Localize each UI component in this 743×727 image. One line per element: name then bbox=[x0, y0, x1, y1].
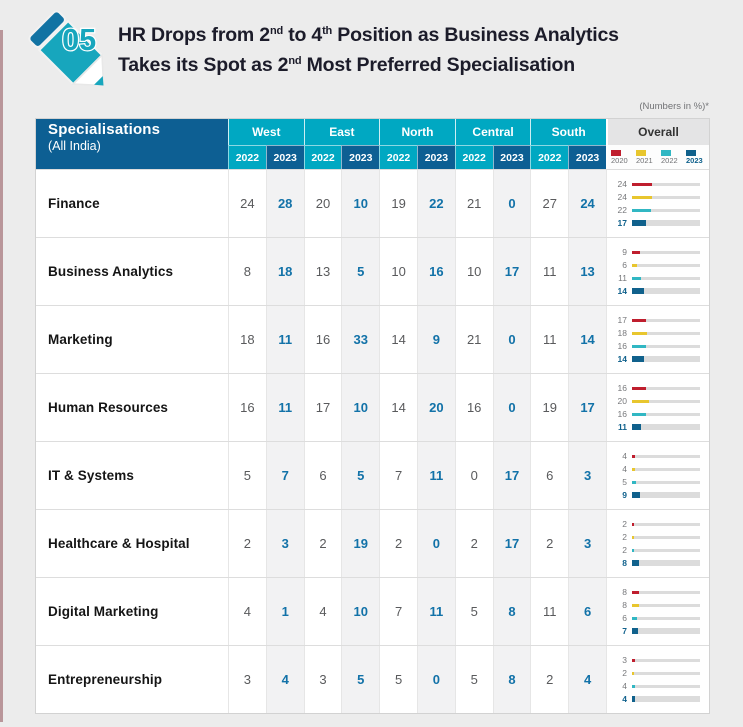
overall-chart bbox=[606, 510, 709, 577]
overall-bar-fill bbox=[632, 196, 652, 199]
value-east-2022: 3 bbox=[304, 646, 342, 713]
row-label: Entrepreneurship bbox=[48, 672, 163, 687]
overall-bar-value: 11 bbox=[617, 421, 627, 432]
value-east-2023: 5 bbox=[341, 442, 379, 509]
overall-bar-value: 24 bbox=[617, 178, 627, 189]
value-south-2022: 19 bbox=[530, 374, 568, 441]
value-south-2023: 14 bbox=[568, 306, 606, 373]
value-north-2022: 19 bbox=[379, 170, 417, 237]
overall-bar-fill bbox=[632, 209, 651, 212]
table-row bbox=[36, 577, 709, 645]
overall-bar-row bbox=[612, 465, 700, 474]
overall-bar-row bbox=[612, 695, 700, 704]
overall-bar-fill bbox=[632, 659, 635, 662]
row-label: Finance bbox=[48, 196, 100, 211]
value-east-2022: 2 bbox=[304, 510, 342, 577]
overall-bar-fill bbox=[632, 345, 646, 348]
overall-bar-track bbox=[632, 387, 700, 390]
overall-bar-track bbox=[632, 319, 700, 322]
overall-bar-track bbox=[632, 560, 700, 566]
title-text: Position as Business Analytics bbox=[332, 24, 619, 46]
overall-bar-value: 5 bbox=[622, 476, 627, 487]
overall-bar-fill bbox=[632, 277, 641, 280]
overall-bar-row bbox=[612, 180, 700, 189]
overall-bar-row bbox=[612, 248, 700, 257]
row-label: Human Resources bbox=[48, 400, 169, 415]
value-south-2023: 17 bbox=[568, 374, 606, 441]
overall-bar-track bbox=[632, 481, 700, 484]
overall-bar-track bbox=[632, 332, 700, 335]
overall-bar-row bbox=[612, 423, 700, 432]
value-north-2023: 0 bbox=[417, 510, 455, 577]
value-east-2022: 4 bbox=[304, 578, 342, 645]
overall-bar-value: 6 bbox=[622, 612, 627, 623]
value-west-2023: 1 bbox=[266, 578, 304, 645]
overall-bar-value: 2 bbox=[622, 544, 627, 555]
table-row bbox=[36, 645, 709, 713]
value-east-2022: 13 bbox=[304, 238, 342, 305]
overall-bar-row bbox=[612, 601, 700, 610]
overall-bar-track bbox=[632, 696, 700, 702]
value-south-2022: 2 bbox=[530, 510, 568, 577]
overall-bar-row bbox=[612, 669, 700, 678]
value-north-2022: 7 bbox=[379, 578, 417, 645]
overall-bar-fill bbox=[632, 628, 638, 634]
legend-item-2020 bbox=[611, 150, 631, 165]
overall-bar-track bbox=[632, 400, 700, 403]
value-central-2022: 5 bbox=[455, 578, 493, 645]
table-body bbox=[36, 169, 709, 713]
overall-bar-track bbox=[632, 413, 700, 416]
value-central-2023: 17 bbox=[493, 238, 531, 305]
legend-item-2022 bbox=[661, 150, 681, 165]
value-south-2022: 6 bbox=[530, 442, 568, 509]
overall-bar-track bbox=[632, 345, 700, 348]
value-north-2022: 2 bbox=[379, 510, 417, 577]
value-east-2023: 33 bbox=[341, 306, 379, 373]
overall-bar-value: 7 bbox=[622, 625, 627, 636]
title-superscript: nd bbox=[269, 25, 283, 37]
overall-bar-value: 18 bbox=[617, 327, 627, 338]
overall-bar-track bbox=[632, 288, 700, 294]
year-header-north-2022: 2022 bbox=[379, 145, 417, 169]
overall-bar-row bbox=[612, 316, 700, 325]
overall-bar-row bbox=[612, 287, 700, 296]
overall-bar-track bbox=[632, 455, 700, 458]
year-header-north-2023: 2023 bbox=[417, 145, 455, 169]
overall-bar-row bbox=[612, 193, 700, 202]
row-label: Healthcare & Hospital bbox=[48, 536, 190, 551]
overall-bar-track bbox=[632, 672, 700, 675]
overall-bar-value: 17 bbox=[617, 217, 627, 228]
badge-number: 05 bbox=[62, 22, 97, 57]
overall-bar-track bbox=[632, 209, 700, 212]
overall-bar-value: 14 bbox=[617, 353, 627, 364]
overall-bar-fill bbox=[632, 536, 634, 539]
overall-bar-value: 4 bbox=[622, 463, 627, 474]
overall-bar-track bbox=[632, 220, 700, 226]
overall-bar-fill bbox=[632, 356, 644, 362]
value-north-2023: 20 bbox=[417, 374, 455, 441]
value-west-2022: 16 bbox=[228, 374, 266, 441]
overall-bar-track bbox=[632, 659, 700, 662]
overall-bar-value: 11 bbox=[618, 272, 627, 283]
value-east-2023: 10 bbox=[341, 578, 379, 645]
overall-bar-fill bbox=[632, 617, 637, 620]
overall-bar-track bbox=[632, 277, 700, 280]
title-text: HR Drops from 2 bbox=[118, 24, 270, 46]
legend-year: 2022 bbox=[660, 155, 678, 165]
value-south-2023: 6 bbox=[568, 578, 606, 645]
value-west-2023: 11 bbox=[266, 374, 304, 441]
value-north-2022: 14 bbox=[379, 306, 417, 373]
title-superscript: nd bbox=[288, 55, 302, 67]
value-north-2023: 22 bbox=[417, 170, 455, 237]
overall-bar-fill bbox=[632, 264, 637, 267]
legend-item-2023 bbox=[686, 150, 706, 165]
year-header-south-2023: 2023 bbox=[568, 145, 606, 169]
value-central-2023: 17 bbox=[493, 442, 531, 509]
overall-bar-row bbox=[612, 520, 700, 529]
overall-bar-value: 14 bbox=[617, 285, 627, 296]
overall-bar-row bbox=[612, 410, 700, 419]
overall-bar-row bbox=[612, 627, 700, 636]
value-north-2023: 11 bbox=[417, 578, 455, 645]
value-east-2022: 6 bbox=[304, 442, 342, 509]
value-west-2022: 3 bbox=[228, 646, 266, 713]
numbers-note: (Numbers in %)* bbox=[639, 101, 709, 112]
value-east-2022: 16 bbox=[304, 306, 342, 373]
value-north-2022: 7 bbox=[379, 442, 417, 509]
overall-bar-value: 4 bbox=[622, 450, 627, 461]
overall-bar-row bbox=[612, 491, 700, 500]
overall-bar-row bbox=[612, 397, 700, 406]
region-header-north: North bbox=[379, 119, 455, 145]
table-row bbox=[36, 305, 709, 373]
overall-bar-value: 9 bbox=[622, 489, 627, 500]
legend-swatch bbox=[636, 150, 646, 156]
overall-bar-track bbox=[632, 356, 700, 362]
overall-legend bbox=[606, 145, 709, 169]
pencil-badge-icon bbox=[28, 4, 114, 102]
value-south-2022: 11 bbox=[530, 238, 568, 305]
overall-bar-row bbox=[612, 355, 700, 364]
row-label: Digital Marketing bbox=[48, 604, 159, 619]
overall-bar-fill bbox=[632, 604, 639, 607]
value-central-2022: 0 bbox=[455, 442, 493, 509]
value-south-2023: 4 bbox=[568, 646, 606, 713]
overall-bar-fill bbox=[632, 288, 644, 294]
value-west-2022: 24 bbox=[228, 170, 266, 237]
overall-bar-fill bbox=[632, 220, 646, 226]
legend-item-2021 bbox=[636, 150, 656, 165]
value-west-2022: 18 bbox=[228, 306, 266, 373]
overall-bar-fill bbox=[632, 685, 635, 688]
value-central-2023: 0 bbox=[493, 374, 531, 441]
value-west-2022: 8 bbox=[228, 238, 266, 305]
overall-bar-value: 3 bbox=[622, 654, 627, 665]
region-header-south: South bbox=[530, 119, 606, 145]
overall-bar-track bbox=[632, 536, 700, 539]
overall-bar-value: 20 bbox=[617, 395, 627, 406]
overall-bar-value: 4 bbox=[622, 693, 627, 704]
legend-swatch bbox=[611, 150, 621, 156]
overall-bar-value: 17 bbox=[617, 314, 627, 325]
value-west-2023: 7 bbox=[266, 442, 304, 509]
title-text: Takes its Spot as 2 bbox=[118, 54, 289, 76]
overall-bar-value: 16 bbox=[617, 340, 627, 351]
value-central-2022: 10 bbox=[455, 238, 493, 305]
overall-bar-row bbox=[612, 533, 700, 542]
year-header-west-2023: 2023 bbox=[266, 145, 304, 169]
legend-year: 2023 bbox=[685, 155, 703, 165]
value-south-2022: 2 bbox=[530, 646, 568, 713]
overall-bar-fill bbox=[632, 560, 639, 566]
row-label: Marketing bbox=[48, 332, 113, 347]
legend-swatch bbox=[661, 150, 671, 156]
table-row bbox=[36, 373, 709, 441]
overall-bar-row bbox=[612, 656, 700, 665]
value-west-2023: 18 bbox=[266, 238, 304, 305]
value-east-2022: 17 bbox=[304, 374, 342, 441]
overall-bar-value: 4 bbox=[622, 680, 627, 691]
overall-bar-row bbox=[612, 682, 700, 691]
value-south-2022: 11 bbox=[530, 306, 568, 373]
overall-bar-fill bbox=[632, 696, 635, 702]
value-central-2022: 5 bbox=[455, 646, 493, 713]
year-header-central-2023: 2023 bbox=[493, 145, 531, 169]
table-row bbox=[36, 441, 709, 509]
overall-bar-track bbox=[632, 628, 700, 634]
overall-bar-row bbox=[612, 614, 700, 623]
value-west-2023: 28 bbox=[266, 170, 304, 237]
overall-bar-fill bbox=[632, 523, 634, 526]
overall-bar-value: 16 bbox=[617, 408, 627, 419]
year-header-south-2022: 2022 bbox=[530, 145, 568, 169]
overall-bar-fill bbox=[632, 481, 636, 484]
value-north-2022: 14 bbox=[379, 374, 417, 441]
overall-bar-fill bbox=[632, 591, 639, 594]
overall-bar-row bbox=[612, 219, 700, 228]
overall-chart bbox=[606, 374, 709, 441]
overall-bar-row bbox=[612, 261, 700, 270]
overall-bar-row bbox=[612, 478, 700, 487]
spec-header-subtitle: (All India) bbox=[48, 139, 101, 153]
row-label: IT & Systems bbox=[48, 468, 134, 483]
value-central-2023: 8 bbox=[493, 578, 531, 645]
value-east-2023: 10 bbox=[341, 170, 379, 237]
specialisations-table bbox=[35, 118, 710, 714]
page-title bbox=[118, 22, 718, 82]
value-south-2023: 24 bbox=[568, 170, 606, 237]
value-east-2023: 5 bbox=[341, 238, 379, 305]
overall-bar-fill bbox=[632, 400, 649, 403]
year-header-east-2022: 2022 bbox=[304, 145, 342, 169]
overall-bar-value: 8 bbox=[622, 557, 627, 568]
value-east-2023: 10 bbox=[341, 374, 379, 441]
overall-bar-track bbox=[632, 604, 700, 607]
overall-bar-row bbox=[612, 342, 700, 351]
overall-bar-value: 24 bbox=[617, 191, 627, 202]
value-east-2023: 19 bbox=[341, 510, 379, 577]
region-header-west: West bbox=[228, 119, 304, 145]
value-central-2023: 0 bbox=[493, 170, 531, 237]
overall-bar-track bbox=[632, 685, 700, 688]
overall-bar-row bbox=[612, 546, 700, 555]
overall-bar-fill bbox=[632, 468, 635, 471]
value-north-2023: 11 bbox=[417, 442, 455, 509]
spec-header-title: Specialisations bbox=[48, 121, 161, 138]
overall-chart bbox=[606, 306, 709, 373]
overall-chart bbox=[606, 238, 709, 305]
value-south-2023: 13 bbox=[568, 238, 606, 305]
overall-bar-fill bbox=[632, 549, 634, 552]
year-header-east-2023: 2023 bbox=[341, 145, 379, 169]
overall-chart bbox=[606, 646, 709, 713]
overall-bar-track bbox=[632, 549, 700, 552]
page-edge-artifact bbox=[0, 30, 3, 722]
value-south-2022: 27 bbox=[530, 170, 568, 237]
legend-year: 2020 bbox=[610, 155, 628, 165]
title-line-2 bbox=[118, 52, 718, 82]
value-west-2022: 5 bbox=[228, 442, 266, 509]
overall-bar-row bbox=[612, 559, 700, 568]
value-south-2022: 11 bbox=[530, 578, 568, 645]
year-header-central-2022: 2022 bbox=[455, 145, 493, 169]
value-central-2022: 21 bbox=[455, 306, 493, 373]
overall-bar-row bbox=[612, 274, 700, 283]
value-west-2023: 4 bbox=[266, 646, 304, 713]
title-text: Most Preferred Specialisation bbox=[301, 54, 575, 76]
overall-bar-fill bbox=[632, 251, 640, 254]
overall-bar-track bbox=[632, 468, 700, 471]
table-header bbox=[36, 119, 709, 169]
overall-bar-fill bbox=[632, 319, 646, 322]
overall-bar-row bbox=[612, 206, 700, 215]
overall-bar-fill bbox=[632, 492, 640, 498]
value-north-2023: 0 bbox=[417, 646, 455, 713]
value-central-2023: 0 bbox=[493, 306, 531, 373]
overall-bar-row bbox=[612, 452, 700, 461]
overall-bar-value: 2 bbox=[622, 531, 627, 542]
value-east-2022: 20 bbox=[304, 170, 342, 237]
overall-bar-track bbox=[632, 251, 700, 254]
value-central-2023: 17 bbox=[493, 510, 531, 577]
overall-bar-value: 9 bbox=[622, 246, 627, 257]
overall-chart bbox=[606, 442, 709, 509]
overall-bar-track bbox=[632, 523, 700, 526]
value-east-2023: 5 bbox=[341, 646, 379, 713]
value-central-2022: 16 bbox=[455, 374, 493, 441]
legend-swatch bbox=[686, 150, 696, 156]
overall-header-cell: Overall bbox=[606, 119, 709, 145]
value-south-2023: 3 bbox=[568, 510, 606, 577]
region-header-east: East bbox=[304, 119, 380, 145]
overall-bar-value: 8 bbox=[622, 586, 627, 597]
overall-bar-track bbox=[632, 264, 700, 267]
value-south-2023: 3 bbox=[568, 442, 606, 509]
overall-bar-row bbox=[612, 329, 700, 338]
overall-bar-value: 6 bbox=[622, 259, 627, 270]
value-west-2023: 3 bbox=[266, 510, 304, 577]
overall-bar-row bbox=[612, 588, 700, 597]
title-superscript: th bbox=[322, 25, 333, 37]
overall-chart bbox=[606, 170, 709, 237]
overall-bar-value: 8 bbox=[622, 599, 627, 610]
value-west-2022: 4 bbox=[228, 578, 266, 645]
region-header-central: Central bbox=[455, 119, 531, 145]
overall-bar-fill bbox=[632, 332, 647, 335]
overall-bar-row bbox=[612, 384, 700, 393]
value-north-2022: 5 bbox=[379, 646, 417, 713]
overall-bar-value: 2 bbox=[622, 518, 627, 529]
legend-year: 2021 bbox=[635, 155, 653, 165]
overall-bar-fill bbox=[632, 455, 635, 458]
title-line-1 bbox=[118, 22, 718, 52]
table-row bbox=[36, 509, 709, 577]
title-text: to 4 bbox=[282, 24, 323, 46]
overall-bar-track bbox=[632, 492, 700, 498]
year-header-west-2022: 2022 bbox=[228, 145, 266, 169]
table-row bbox=[36, 169, 709, 237]
value-central-2022: 21 bbox=[455, 170, 493, 237]
overall-bar-track bbox=[632, 591, 700, 594]
overall-bar-track bbox=[632, 424, 700, 430]
row-label: Business Analytics bbox=[48, 264, 174, 279]
overall-bar-track bbox=[632, 196, 700, 199]
value-west-2022: 2 bbox=[228, 510, 266, 577]
value-north-2022: 10 bbox=[379, 238, 417, 305]
value-central-2023: 8 bbox=[493, 646, 531, 713]
value-north-2023: 9 bbox=[417, 306, 455, 373]
overall-bar-fill bbox=[632, 183, 652, 186]
overall-bar-value: 22 bbox=[617, 204, 627, 215]
overall-bar-fill bbox=[632, 424, 641, 430]
overall-bar-fill bbox=[632, 672, 634, 675]
value-west-2023: 11 bbox=[266, 306, 304, 373]
overall-bar-value: 16 bbox=[617, 382, 627, 393]
overall-bar-track bbox=[632, 183, 700, 186]
overall-bar-value: 2 bbox=[622, 667, 627, 678]
overall-chart bbox=[606, 578, 709, 645]
table-row bbox=[36, 237, 709, 305]
overall-bar-fill bbox=[632, 387, 646, 390]
value-central-2022: 2 bbox=[455, 510, 493, 577]
overall-bar-track bbox=[632, 617, 700, 620]
spec-header-cell bbox=[36, 119, 228, 169]
overall-bar-fill bbox=[632, 413, 646, 416]
value-north-2023: 16 bbox=[417, 238, 455, 305]
